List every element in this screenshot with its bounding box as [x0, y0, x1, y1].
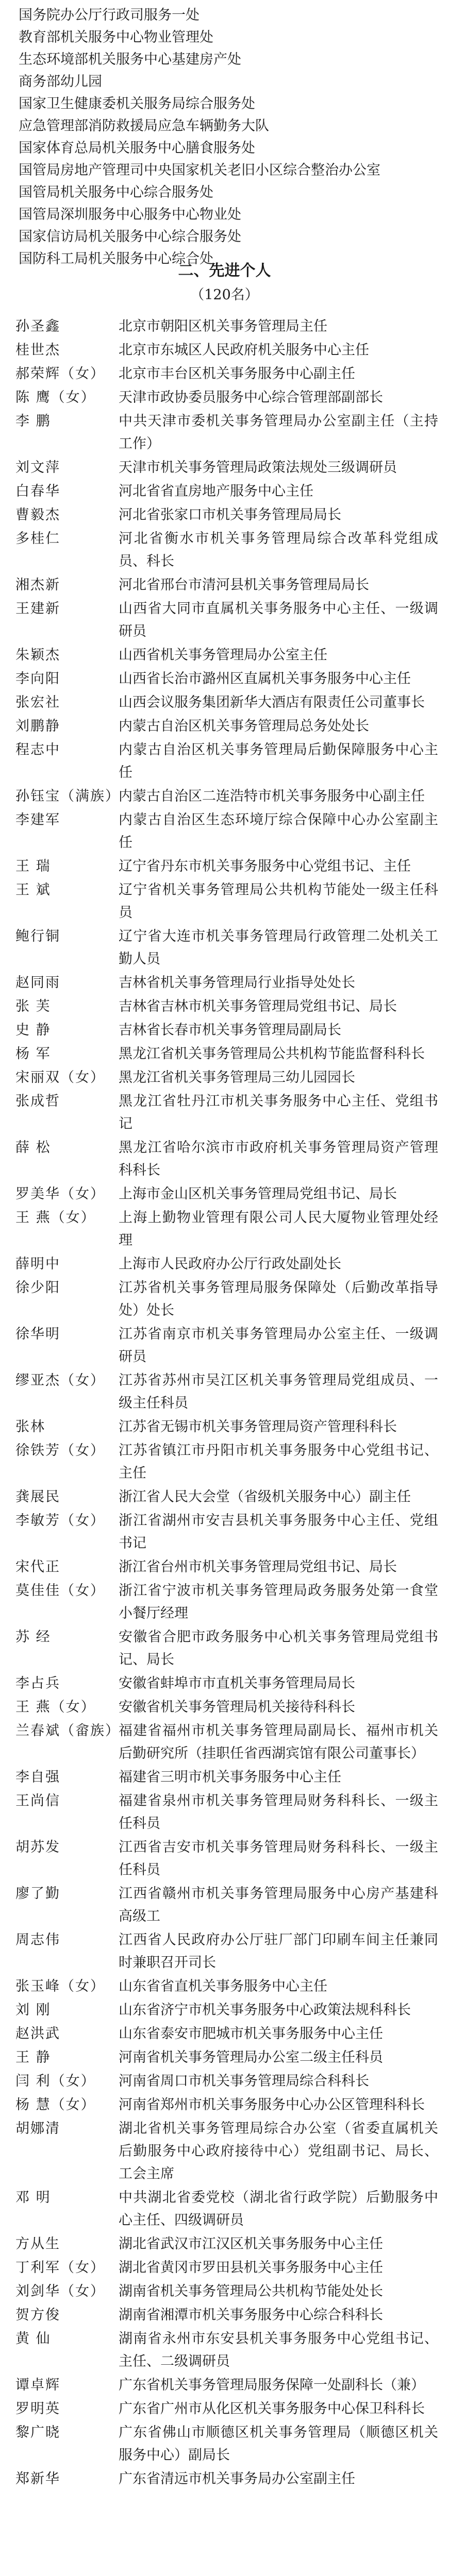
- person-row: [15, 715, 438, 738]
- person-organization: 安徽省合肥市政务服务中心机关事务管理局党组书记、局长: [119, 1629, 438, 1668]
- person-name: 李敏芳（女）: [15, 1513, 105, 1529]
- person-row: [15, 2398, 438, 2420]
- person-name: 赵洪武: [15, 2026, 60, 2042]
- person-organization: 中共湖北省委党校（湖北省行政学院）后勤服务中心主任、四级调研员: [119, 2190, 438, 2228]
- person-organization: 河南省机关事务管理局办公室二级主任科员: [119, 2049, 383, 2065]
- person-organization: 吉林省机关事务管理局行业指导处处长: [119, 975, 355, 991]
- person-name: 杨 军: [15, 1046, 51, 1062]
- person-row: [15, 480, 438, 503]
- person-organization: 安徽省蚌埠市市直机关事务管理局局长: [119, 1675, 355, 1691]
- person-row: [15, 644, 438, 667]
- person-name: 邓 明: [15, 2190, 51, 2206]
- person-name: 贺方俊: [15, 2307, 60, 2323]
- person-row: [15, 1836, 438, 1882]
- person-name: 杨 慧（女）: [15, 2097, 96, 2113]
- person-name: 罗明英: [15, 2401, 60, 2417]
- person-name: 莫佳佳（女）: [15, 1583, 105, 1599]
- person-row: [15, 363, 438, 385]
- person-name: 徐华明: [15, 1326, 60, 1342]
- person-organization: 河北省张家口市机关事务管理局局长: [119, 507, 341, 523]
- person-name: 闫 利（女）: [15, 2073, 96, 2089]
- person-organization: 湖北省武汉市江汉区机关事务服务中心主任: [119, 2236, 383, 2252]
- person-row: [15, 879, 438, 924]
- person-name: 刘 刚: [15, 2002, 51, 2018]
- person-row: [15, 2304, 438, 2327]
- person-organization: 河北省邢台市清河县机关事务管理局局长: [119, 577, 369, 593]
- unit-item: 商务部幼儿园: [19, 74, 102, 90]
- person-name: 张玉峰（女）: [15, 1978, 105, 1994]
- person-row: [15, 1580, 438, 1625]
- person-row: [15, 1720, 438, 1765]
- person-row: [15, 1323, 438, 1368]
- unit-item: 国管局机关服务中心综合服务处: [19, 184, 213, 200]
- person-organization: 吉林省长春市机关事务管理局副局长: [119, 1022, 341, 1038]
- person-name: 薛明中: [15, 1256, 60, 1272]
- person-organization: 福建省三明市机关事务服务中心主任: [119, 1769, 341, 1785]
- person-organization: 广东省清远市机关事务局办公室副主任: [119, 2471, 355, 2487]
- person-row: [15, 855, 438, 878]
- person-organization: 江苏省机关事务管理局服务保障处（后勤改革指导处）处长: [119, 1280, 438, 1318]
- person-row: [15, 1043, 438, 1065]
- person-name: 多桂仁: [15, 531, 60, 547]
- person-organization: 广东省机关事务管理局服务保障一处副科长（兼）: [119, 2377, 425, 2393]
- person-name: 刘鹏静: [15, 718, 60, 734]
- person-row: [15, 2094, 438, 2116]
- person-row: [15, 315, 438, 338]
- person-organization: 广东省佛山市顺德区机关事务管理局（顺德区机关服务中心）副局长: [119, 2425, 438, 2463]
- person-row: [15, 2374, 438, 2397]
- person-name: 罗美华（女）: [15, 1186, 105, 1202]
- person-organization: 山东省济宁市机关事务服务中心政策法规科科长: [119, 2002, 411, 2018]
- person-name: 黄 仙: [15, 2331, 51, 2347]
- person-name: 李占兵: [15, 1675, 60, 1691]
- person-name: 黎广晓: [15, 2425, 60, 2441]
- person-row: [15, 1672, 438, 1695]
- person-row: [15, 574, 438, 597]
- person-row: [15, 1883, 438, 1928]
- person-organization: 江西省人民政府办公厅驻厂部门印刷车间主任兼同时兼职召开司长: [119, 1932, 438, 1971]
- person-row: [15, 1510, 438, 1555]
- person-name: 刘文萍: [15, 460, 60, 476]
- person-name: 王 斌: [15, 882, 51, 898]
- person-name: 张林: [15, 1419, 45, 1435]
- person-organization: 湖北省机关事务管理局综合办公室（省委直属机关后勤服务中心政府接待中心）党组副书记、局长、工会主席: [119, 2121, 438, 2182]
- person-organization: 湖南省永州市东安县机关事务服务中心党组书记、主任、二级调研员: [119, 2331, 438, 2369]
- person-row: [15, 1253, 438, 1276]
- person-name: 宋丽双（女）: [15, 1070, 105, 1086]
- person-name: 王尚信: [15, 1793, 60, 1809]
- person-organization: 山西会议服务集团新华大酒店有限责任公司董事长: [119, 694, 425, 710]
- person-organization: 北京市丰台区机关事务服务中心副主任: [119, 366, 355, 382]
- person-name: 史 静: [15, 1022, 51, 1038]
- person-organization: 内蒙古自治区生态环境厅综合保障中心办公室副主任: [119, 812, 438, 851]
- person-name: 李建军: [15, 812, 60, 828]
- person-organization: 安徽省机关事务管理局机关接待科科长: [119, 1699, 355, 1715]
- person-name: 桂世杰: [15, 342, 60, 358]
- person-organization: 天津市机关事务管理局政策法规处三级调研员: [119, 460, 397, 476]
- person-name: 白春华: [15, 483, 60, 499]
- person-organization: 河北省衡水市机关事务管理局综合改革科党组成员、科长: [119, 531, 438, 569]
- unit-item: 国家卫生健康委机关服务局综合服务处: [19, 96, 255, 112]
- person-name: 周志伟: [15, 1932, 60, 1948]
- person-organization: 湖北省黄冈市罗田县机关事务服务中心主任: [119, 2260, 383, 2276]
- person-organization: 山东省泰安市肥城市机关事务服务中心主任: [119, 2026, 383, 2042]
- person-row: [15, 2233, 438, 2256]
- person-organization: 内蒙古自治区机关事务管理局后勤保障服务中心主任: [119, 742, 438, 781]
- person-row: [15, 528, 438, 573]
- person-organization: 山西省机关事务管理局办公室主任: [119, 647, 327, 663]
- person-organization: 山东省省直机关事务服务中心主任: [119, 1978, 327, 1994]
- person-organization: 天津市政协委员服务中心综合管理部副部长: [119, 389, 383, 405]
- person-organization: 浙江省湖州市安吉县机关事务服务中心主任、党组书记: [119, 1513, 438, 1551]
- person-organization: 辽宁省大连市机关事务管理局行政管理二处机关工勤人员: [119, 928, 438, 967]
- unit-item: 国家信访局机关服务中心综合服务处: [19, 229, 241, 245]
- person-name: 张宏社: [15, 694, 60, 710]
- person-row: [15, 2117, 438, 2185]
- person-name: 王 燕（女）: [15, 1210, 96, 1226]
- person-row: [15, 1090, 438, 1136]
- person-row: [15, 2468, 438, 2490]
- unit-item: 国家体育总局机关服务中心膳食服务处: [19, 140, 255, 156]
- person-name: 徐少阳: [15, 1280, 60, 1296]
- person-row: [15, 2187, 438, 2232]
- person-organization: 浙江省宁波市机关事务管理局政务服务处第一食堂小餐厅经理: [119, 1583, 438, 1621]
- person-row: [15, 456, 438, 479]
- person-row: [15, 1277, 438, 1322]
- person-name: 王 瑞: [15, 858, 51, 874]
- person-name: 王 静: [15, 2049, 51, 2065]
- person-row: [15, 1066, 438, 1089]
- person-organization: 江西省赣州市机关事务管理局服务中心房产基建科高级工: [119, 1886, 438, 1924]
- person-name: 薛 松: [15, 1140, 51, 1156]
- person-row: [15, 1696, 438, 1719]
- person-organization: 江苏省苏州市吴江区机关事务管理局党组成员、一级主任科员: [119, 1372, 438, 1411]
- person-organization: 北京市东城区人民政府机关服务中心主任: [119, 342, 369, 358]
- person-organization: 黑龙江省牡丹江市机关事务服务中心主任、党组书记: [119, 1093, 438, 1132]
- person-name: 兰春斌（畲族）: [15, 1723, 120, 1739]
- person-row: [15, 1137, 438, 1182]
- person-row: [15, 1766, 438, 1789]
- unit-item: 教育部机关服务中心物业管理处: [19, 29, 213, 45]
- unit-item: 生态环境部机关服务中心基建房产处: [19, 52, 241, 67]
- person-name: 宋代正: [15, 1559, 60, 1575]
- person-row: [15, 1369, 438, 1415]
- person-name: 陈 鹰（女）: [15, 389, 96, 405]
- section-title: 二、先进个人: [178, 262, 271, 280]
- person-row: [15, 809, 438, 854]
- person-organization: 吉林省吉林市机关事务管理局党组书记、局长: [119, 998, 397, 1014]
- person-organization: 河南省郑州市机关事务服务中心办公区管理科科长: [119, 2097, 425, 2113]
- unit-item: 国管局房地产管理司中央国家机关老旧小区综合整治办公室: [19, 162, 380, 178]
- person-name: 程志中: [15, 742, 60, 758]
- person-row: [15, 2421, 438, 2467]
- person-name: 李自强: [15, 1769, 60, 1785]
- person-row: [15, 995, 438, 1018]
- section-count: （120名）: [190, 287, 259, 303]
- person-name: 胡苏发: [15, 1839, 60, 1855]
- person-name: 王 燕（女）: [15, 1699, 96, 1715]
- unit-item: 国务院办公厅行政司服务一处: [19, 7, 199, 23]
- person-row: [15, 785, 438, 808]
- person-organization: 山西省长治市潞州区直属机关事务服务中心主任: [119, 671, 411, 687]
- person-row: [15, 1790, 438, 1835]
- person-organization: 黑龙江省哈尔滨市市政府机关事务管理局资产管理科科长: [119, 1140, 438, 1178]
- person-organization: 上海市金山区机关事务管理局党组书记、局长: [119, 1186, 397, 1202]
- person-organization: 江苏省无锡市机关事务管理局资产管理科科长: [119, 1419, 397, 1435]
- person-name: 胡娜清: [15, 2121, 60, 2137]
- person-name: 丁利军（女）: [15, 2260, 105, 2276]
- person-name: 谭卓辉: [15, 2377, 60, 2393]
- person-name: 苏 经: [15, 1629, 51, 1645]
- person-row: [15, 1019, 438, 1042]
- person-organization: 江苏省镇江市丹阳市机关事务服务中心党组书记、主任: [119, 1443, 438, 1481]
- person-name: 湘杰新: [15, 577, 60, 593]
- person-row: [15, 1626, 438, 1671]
- person-name: 缪亚杰（女）: [15, 1372, 105, 1388]
- person-organization: 福建省泉州市机关事务管理局财务科科长、一级主任科员: [119, 1793, 438, 1832]
- advanced-individuals-list: [15, 315, 438, 2492]
- person-row: [15, 1999, 438, 2022]
- unit-item: 国管局深圳服务中心服务中心物业处: [19, 207, 241, 223]
- person-organization: 江西省吉安市机关事务管理局财务科科长、一级主任科员: [119, 1839, 438, 1878]
- person-name: 李向阳: [15, 671, 60, 687]
- person-name: 郝荣辉（女）: [15, 366, 105, 382]
- person-organization: 上海市人民政府办公厅行政处副处长: [119, 1256, 341, 1272]
- person-organization: 辽宁省机关事务管理局公共机构节能处一级主任科员: [119, 882, 438, 921]
- person-organization: 湖南省机关事务管理局公共机构节能处处长: [119, 2283, 383, 2299]
- person-name: 鲍行铜: [15, 928, 60, 944]
- person-organization: 湖南省湘潭市机关事务服务中心综合科科长: [119, 2307, 383, 2323]
- unit-item: 国防科工局机关服务中心综合处: [19, 251, 213, 267]
- person-row: [15, 668, 438, 690]
- person-row: [15, 739, 438, 784]
- person-name: 方从生: [15, 2236, 60, 2252]
- unit-item: 应急管理部消防救援局应急车辆勤务大队: [19, 118, 269, 134]
- person-row: [15, 339, 438, 362]
- advanced-units-list: [19, 4, 431, 270]
- person-name: 徐铁芳（女）: [15, 1443, 105, 1459]
- person-organization: 广东省广州市从化区机关事务服务中心保卫科科长: [119, 2401, 425, 2417]
- person-row: [15, 1929, 438, 1974]
- person-name: 张 芙: [15, 998, 51, 1014]
- person-row: [15, 2280, 438, 2303]
- person-name: 刘剑华（女）: [15, 2283, 105, 2299]
- person-organization: 中共天津市委机关事务管理局办公室副主任（主持工作）: [119, 413, 438, 452]
- person-row: [15, 1975, 438, 1998]
- person-organization: 河南省周口市机关事务管理局综合科科长: [119, 2073, 369, 2089]
- person-name: 龚展民: [15, 1489, 60, 1505]
- person-row: [15, 2046, 438, 2069]
- person-row: [15, 1556, 438, 1579]
- person-row: [15, 1207, 438, 1252]
- person-organization: 黑龙江省机关事务管理局三幼儿园园长: [119, 1070, 355, 1086]
- person-name: 郑新华: [15, 2471, 60, 2487]
- person-name: 朱颖杰: [15, 647, 60, 663]
- person-name: 张成哲: [15, 1093, 60, 1109]
- person-organization: 浙江省台州市机关事务管理局党组书记、局长: [119, 1559, 397, 1575]
- person-row: [15, 1439, 438, 1485]
- person-row: [15, 2257, 438, 2279]
- person-name: 赵同雨: [15, 975, 60, 991]
- person-organization: 福建省福州市机关事务管理局副局长、福州市机关后勤研究所（挂职任省西湖宾馆有限公司董事长）: [119, 1723, 438, 1761]
- person-row: [15, 386, 438, 409]
- person-organization: 辽宁省丹东市机关事务服务中心党组书记、主任: [119, 858, 411, 874]
- person-name: 王建新: [15, 601, 60, 617]
- person-organization: 上海上勤物业管理有限公司人民大厦物业管理处经理: [119, 1210, 438, 1248]
- person-organization: 浙江省人民大会堂（省级机关服务中心）副主任: [119, 1489, 411, 1505]
- person-organization: 北京市朝阳区机关事务管理局主任: [119, 318, 327, 334]
- person-row: [15, 2023, 438, 2045]
- person-organization: 江苏省南京市机关事务管理局办公室主任、一级调研员: [119, 1326, 438, 1365]
- person-row: [15, 972, 438, 994]
- person-organization: 山西省大同市直属机关事务服务中心主任、一级调研员: [119, 601, 438, 639]
- person-name: 曹毅杰: [15, 507, 60, 523]
- person-name: 孙圣鑫: [15, 318, 60, 334]
- person-row: [15, 1183, 438, 1206]
- person-row: [15, 691, 438, 714]
- person-organization: 内蒙古自治区机关事务管理局总务处处长: [119, 718, 369, 734]
- person-row: [15, 2070, 438, 2093]
- person-row: [15, 1416, 438, 1438]
- person-name: 李 鹏: [15, 413, 51, 429]
- person-row: [15, 925, 438, 971]
- person-row: [15, 504, 438, 527]
- person-organization: 黑龙江省机关事务管理局公共机构节能监督科科长: [119, 1046, 425, 1062]
- person-name: 孙钰宝（满族）: [15, 788, 120, 804]
- person-row: [15, 2328, 438, 2373]
- person-name: 廖了勤: [15, 1886, 60, 1902]
- person-organization: 河北省省直房地产服务中心主任: [119, 483, 313, 499]
- person-organization: 内蒙古自治区二连浩特市机关事务服务中心副主任: [119, 788, 425, 804]
- person-row: [15, 598, 438, 643]
- person-row: [15, 1486, 438, 1509]
- person-row: [15, 410, 438, 455]
